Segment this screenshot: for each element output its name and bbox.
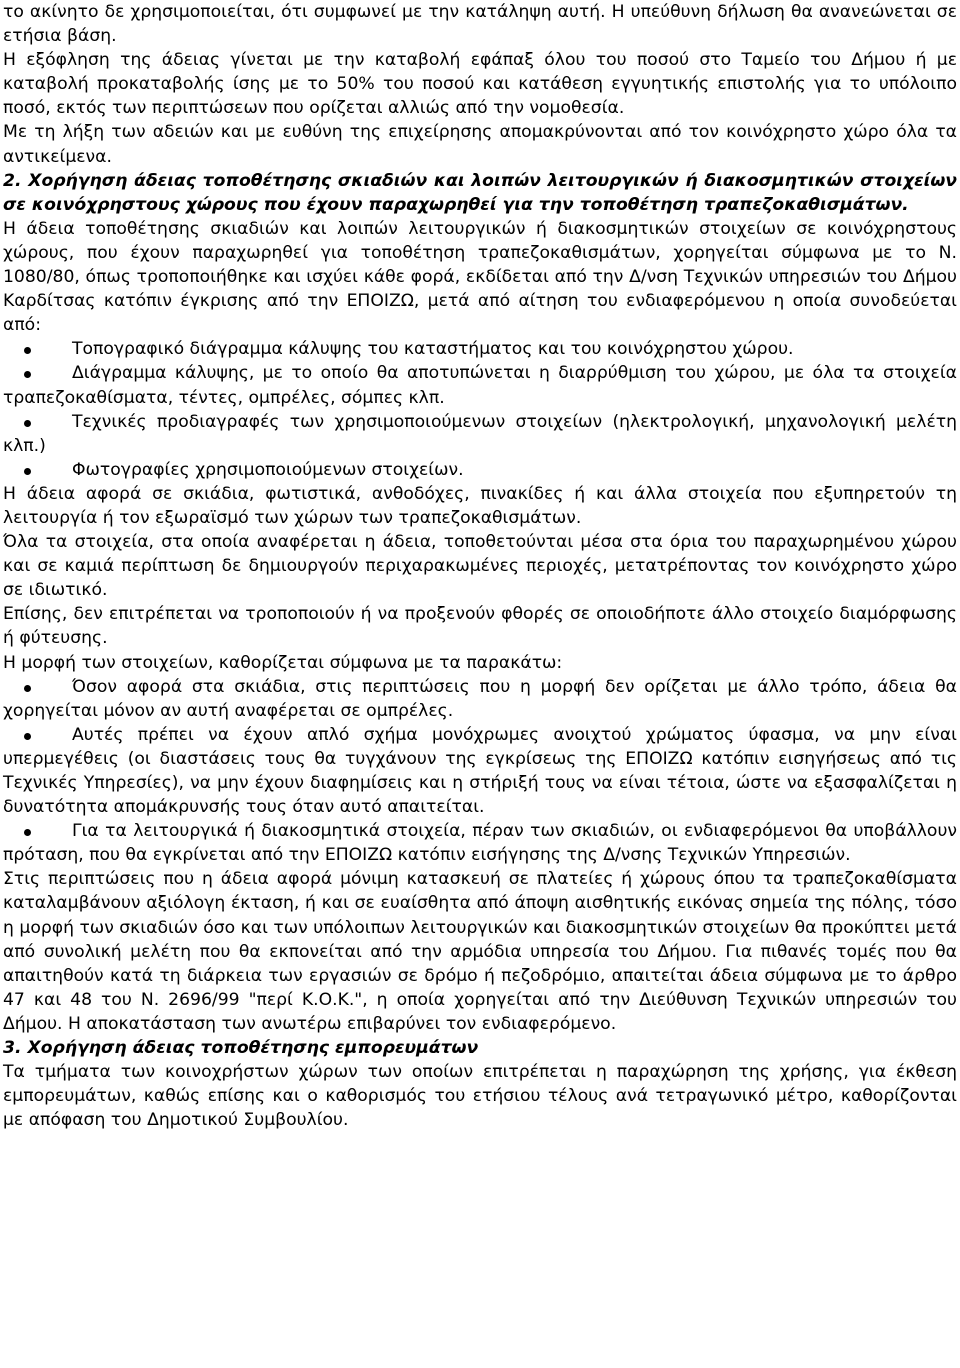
bullet-icon [24, 733, 31, 740]
bullet-icon [24, 420, 31, 427]
list-item-text: Τοπογραφικό διάγραμμα κάλυψης του καταστήματος και του κοινόχρηστου χώρου. [72, 339, 794, 360]
paragraph-no-damage: Επίσης, δεν επιτρέπεται να τροποποιούν ή να προξενούν φθορές σε οποιοδήποτε άλλο στοιχείο διαμόρφωσης ή φύτευσης. [3, 604, 957, 649]
paragraph-boundaries: Όλα τα στοιχεία, στα οποία αναφέρεται η άδεια, τοποθετούνται μέσα στα όρια του παραχωρημένου χώρου και σε καμιά περίπτωση δε δημιουργούν περιχαρακωμένες περιοχές, μετατρέποντας τον κοινόχρηστο χώρο σε ιδιωτικό. [3, 532, 957, 601]
required-documents-list [3, 337, 957, 482]
list-item [3, 819, 957, 867]
list-item [3, 675, 957, 723]
list-item [3, 723, 957, 819]
bullet-icon [24, 371, 31, 378]
list-item-text: Για τα λειτουργικά ή διακοσμητικά στοιχεία, πέραν των σκιαδιών, οι ενδιαφερόμενοι θα υποβάλλουν πρόταση, που θα εγκρίνεται από την ΕΠΟΙΖΩ κατόπιν εισήγησης της Δ/νσης Τεχνικών Υπηρεσιών. [3, 821, 957, 866]
list-item [3, 458, 957, 482]
list-item-text: Φωτογραφίες χρησιμοποιούμενων στοιχείων. [72, 459, 464, 480]
bullet-icon [24, 468, 31, 475]
list-item [3, 410, 957, 458]
list-item [3, 337, 957, 361]
list-item-text: Αυτές πρέπει να έχουν απλό σχήμα μονόχρωμες ανοιχτού χρώματος ύφασμα, να μην είναι υπερμεγέθεις (οι διαστάσεις τους θα τυγχάνουν της εγκρίσεως της ΕΠΟΙΖΩ κατόπιν εισηγήσεως από τις Τεχνικές Υπηρεσίες), να μην έχουν διαφημίσεις και η στήριξή τους να είναι τέτοια, ώστε να εξασφαλίζεται η δυνατότητα απομάκρυνσής τους όταν αυτό απαιτείται. [3, 724, 957, 818]
form-rules-list [3, 675, 957, 868]
paragraph-permanent-construction: Στις περιπτώσεις που η άδεια αφορά μόνιμη κατασκευή σε πλατείες ή χώρους όπου τα τραπεζοκαθίσματα καταλαμβάνουν αξιόλογη έκταση, ή και σε ευαίσθητα από άποψη αισθητικής εικόνας σημεία της πόλης, τόσο η μορφή των σκιαδιών όσο και των υπόλοιπων λειτουργικών και διακοσμητικών στοιχείων θα προκύπτει μετά από συνολική μελέτη που θα εκπονείται από την αρμόδια υπηρεσία του Δήμου. Για πιθανές τομές που θα απαιτηθούν κατά τη διάρκεια των εργασιών σε δρόμο ή πεζοδρόμιο, απαιτείται άδεια σύμφωνα με το άρθρο 47 και 48 του Ν. 2696/99 "περί Κ.Ο.Κ.", η οποία χορηγείται από την Διεύθυνση Τεχνικών υπηρεσιών του Δήμου. Η αποκατάσταση των ανωτέρω επιβαρύνει τον ενδιαφερόμενο. [3, 869, 957, 1034]
paragraph-goods-display: Τα τμήματα των κοινοχρήστων χώρων των οποίων επιτρέπεται η παραχώρηση της χρήσης, για έκθεση εμπορευμάτων, καθώς επίσης και ο καθορισμός του ετήσιου τέλους ανά τετραγωνικό μέτρο, καθορίζονται με απόφαση του Δημοτικού Συμβουλίου. [3, 1062, 957, 1131]
bullet-icon [24, 829, 31, 836]
paragraph-license-umbrellas: Η άδεια τοποθέτησης σκιαδιών και λοιπών λειτουργικών ή διακοσμητικών στοιχείων σε κοινόχρηστους χώρους, που έχουν παραχωρηθεί για τοποθέτηση τραπεζοκαθισμάτων, χορηγείται σύμφωνα με το Ν. 1080/80, όπως τροποποιήθηκε και ισχύει κάθε φορά, εκδίδεται από την Δ/νση Τεχνικών υπηρεσιών του Δήμου Καρδίτσας κατόπιν έγκρισης από την ΕΠΟΙΖΩ, μετά από αίτηση του ενδιαφερόμενου η οποία συνοδεύεται από: [3, 218, 957, 336]
paragraph-renewal: το ακίνητο δε χρησιμοποιείται, ότι συμφωνεί με την κατάληψη αυτή. Η υπεύθυνη δήλωση θα ανανεώνεται σε ετήσια βάση. [3, 2, 957, 47]
list-item [3, 361, 957, 409]
list-item-text: Τεχνικές προδιαγραφές των χρησιμοποιούμενων στοιχείων (ηλεκτρολογική, μηχανολογική μελέτη κλπ.) [3, 411, 957, 456]
bullet-icon [24, 685, 31, 692]
list-item-text: Όσον αφορά στα σκιάδια, στις περιπτώσεις που η μορφή δεν ορίζεται με άλλο τρόπο, άδεια θα χορηγείται μόνον αν αυτή αναφέρεται σε ομπρέλες. [3, 676, 957, 721]
paragraph-license-scope: Η άδεια αφορά σε σκιάδια, φωτιστικά, ανθοδόχες, πινακίδες ή και άλλα στοιχεία που εξυπηρετούν τη λειτουργία ή τον εξωραϊσμό των χώρων των τραπεζοκαθισμάτων. [3, 483, 957, 528]
section-heading-3: 3. Χορήγηση άδειας τοποθέτησης εμπορευμάτων [3, 1038, 479, 1059]
document-page [3, 0, 957, 1132]
section-heading-2: 2. Χορήγηση άδειας τοποθέτησης σκιαδιών και λοιπών λειτουργικών ή διακοσμητικών στοιχείων σε κοινόχρηστους χώρους που έχουν παραχωρηθεί για την τοποθέτηση τραπεζοκαθισμάτων. [3, 170, 957, 215]
paragraph-removal: Με τη λήξη των αδειών και με ευθύνη της επιχείρησης απομακρύνονται από τον κοινόχρηστο χώρο όλα τα αντικείμενα. [3, 122, 957, 167]
paragraph-form-intro: Η μορφή των στοιχείων, καθορίζεται σύμφωνα με τα παρακάτω: [3, 652, 563, 673]
list-item-text: Διάγραμμα κάλυψης, με το οποίο θα αποτυπώνεται η διαρρύθμιση του χώρου, με όλα τα στοιχεία τραπεζοκαθίσματα, τέντες, ομπρέλες, σόμπες κλπ. [3, 363, 957, 408]
bullet-icon [24, 347, 31, 354]
paragraph-payment: Η εξόφληση της άδειας γίνεται με την καταβολή εφάπαξ όλου του ποσού στο Ταμείο του Δήμου ή με καταβολή προκαταβολής ίσης με το 50% του ποσού και κατάθεση εγγυητικής επιστολής για το υπόλοιπο ποσό, εκτός των περιπτώσεων που ορίζεται αλλιώς από την νομοθεσία. [3, 50, 957, 119]
